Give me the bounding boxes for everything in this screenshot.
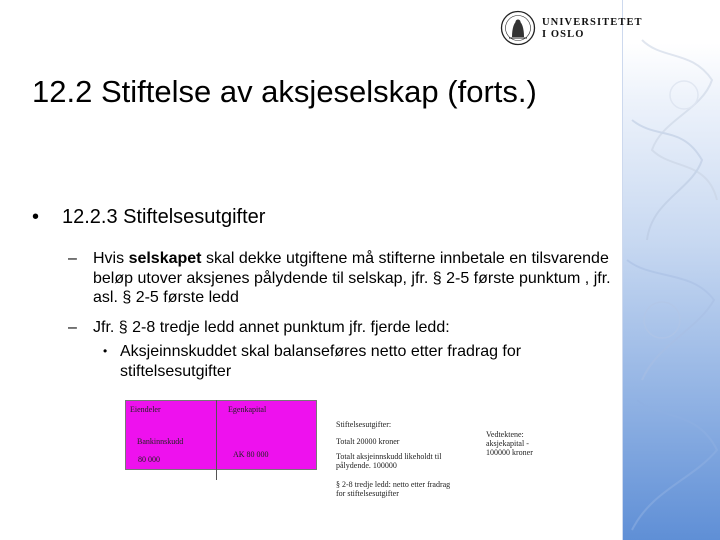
note-vedtektene: Vedtektene: aksjekapital - 100000 kroner: [486, 430, 533, 457]
sub-sub-bullet-text: Aksjeinnskuddet skal balanseføres netto etter fradrag for stiftelsesutgifter: [120, 343, 522, 380]
university-name: [542, 17, 643, 41]
note-stiftelsesutgifter: Stiftelsesutgifter:: [336, 420, 392, 429]
asset-label: Bankinnskudd: [137, 437, 184, 446]
sub1-bold: selskapet: [128, 250, 202, 267]
strip-divider: [622, 0, 623, 540]
university-logo: [500, 10, 643, 52]
sub-bullet-text: [93, 249, 621, 308]
note-totalt: Totalt 20000 kroner: [336, 437, 400, 446]
sub1-post: skal dekke utgiftene må stifterne innbetale en tilsvarende beløp utover aksjenes pålydende til selskap, jfr. § 2-5 første punktum , jfr. asl. § 2-5 første ledd: [93, 250, 611, 306]
university-seal-icon: [500, 10, 536, 46]
note-aksjeinnskudd: Totalt aksjeinnskudd likeholdt til pålydende. 100000: [336, 452, 442, 470]
sub-bullet-text: Jfr. § 2-8 tredje ledd annet punktum jfr. fjerde ledd:: [93, 319, 450, 336]
balance-sheet-divider: [216, 400, 217, 480]
slide-title: 12.2 Stiftelse av aksjeselskap (forts.): [32, 74, 537, 109]
equity-value: AK 80 000: [233, 450, 269, 459]
logo-line-2: I OSLO: [542, 29, 585, 40]
asset-value: 80 000: [138, 455, 160, 464]
bullet-dot: •: [103, 344, 108, 358]
sub1-pre: Hvis: [93, 250, 129, 267]
col2-header: Egenkapital: [228, 405, 267, 414]
bullet-dot: •: [32, 206, 40, 228]
note-paragraph: § 2-8 tredje ledd: netto etter fradrag for stiftelsesutgifter: [336, 480, 451, 498]
col1-header: Eiendeler: [130, 405, 161, 414]
dash-marker: –: [68, 319, 77, 336]
dash-marker: –: [68, 250, 77, 267]
bullet-text: 12.2.3 Stiftelsesutgifter: [62, 206, 266, 228]
decorative-relief-image: [622, 0, 720, 540]
logo-line-1: UNIVERSITETET: [542, 17, 643, 28]
